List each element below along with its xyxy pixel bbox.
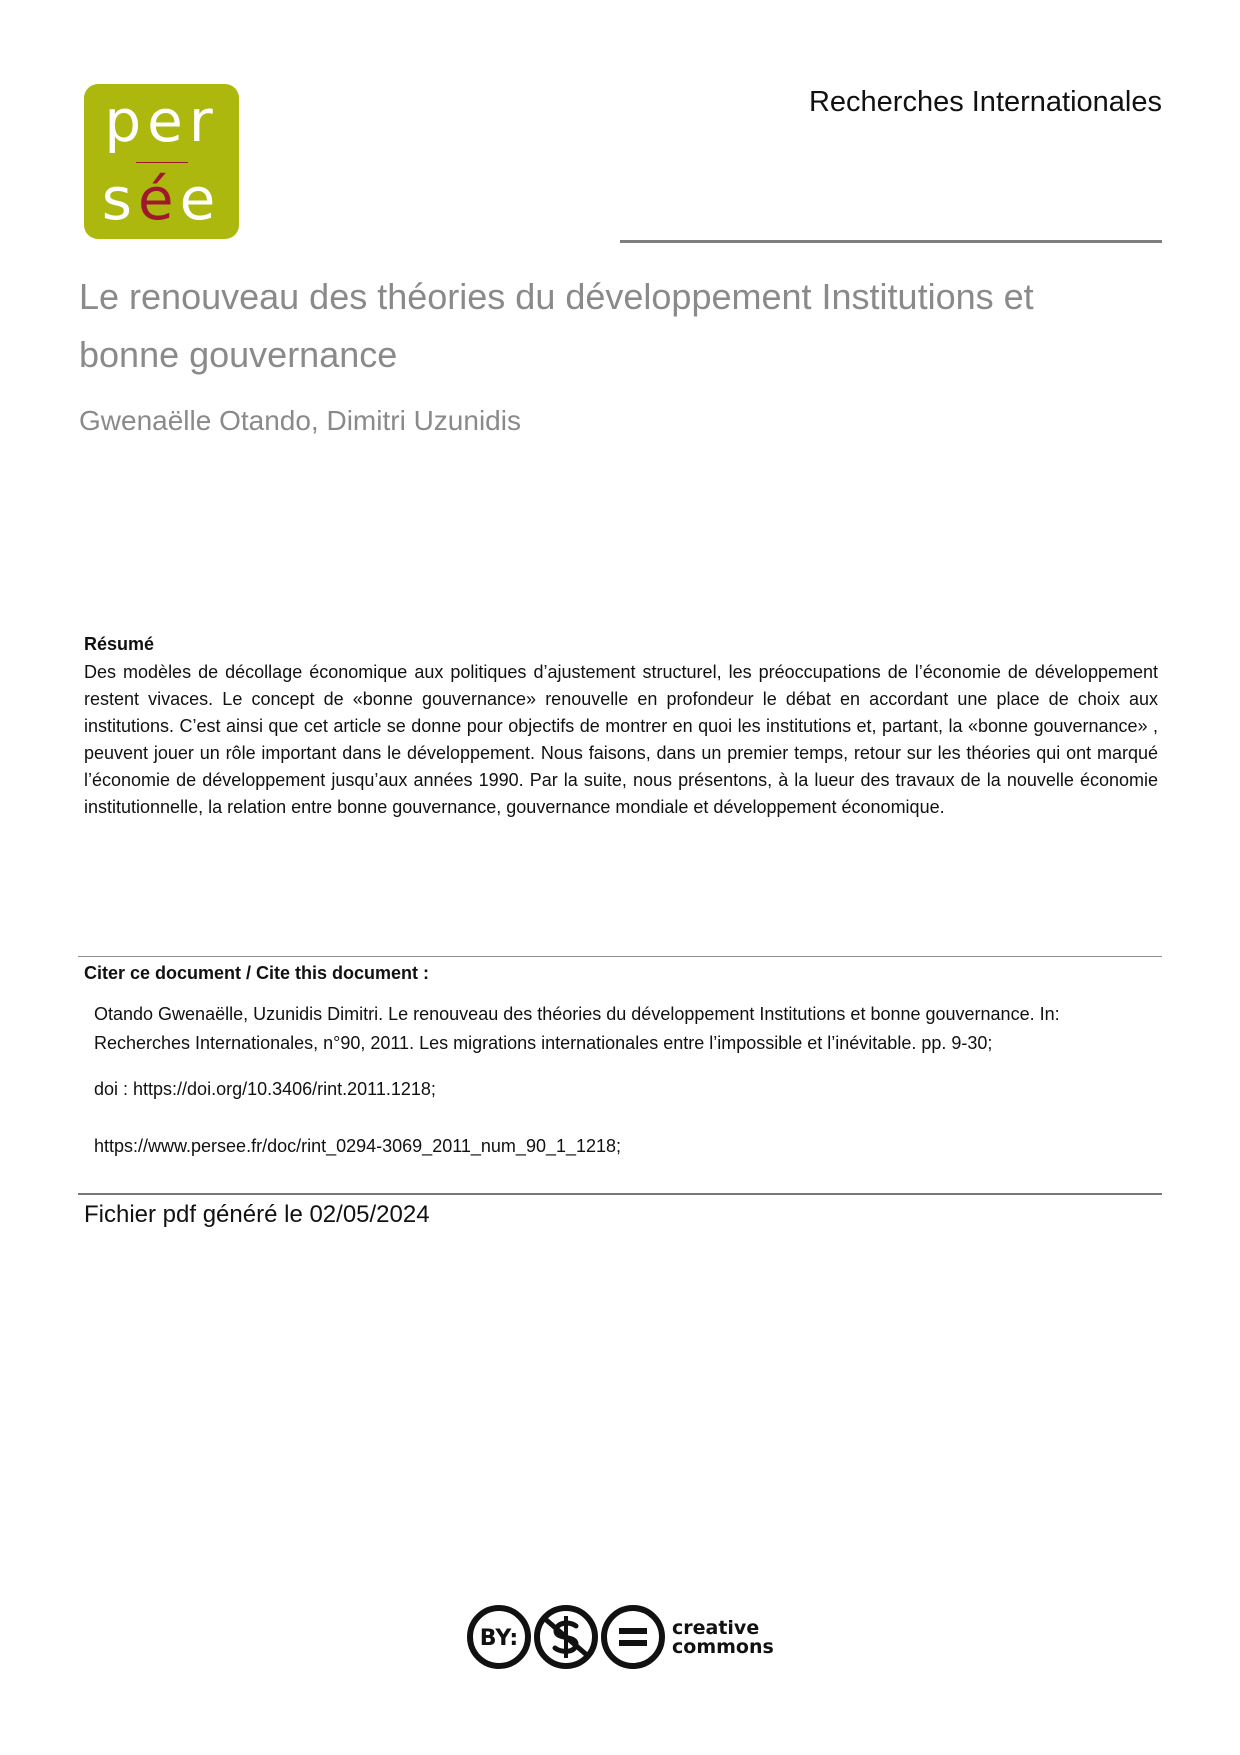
article-authors: Gwenaëlle Otando, Dimitri Uzunidis — [79, 405, 521, 436]
citation-heading: Citer ce document / Cite this document : — [84, 963, 430, 983]
persee-logo — [84, 84, 239, 239]
citation-divider-bottom — [78, 1193, 1162, 1195]
cc-nc-icon — [537, 1608, 595, 1666]
cc-by-label: BY: — [479, 1626, 519, 1651]
citation-reference: Otando Gwenaëlle, Uzunidis Dimitri. Le renouveau des théories du développement Institutions et bonne gouvernance. In: Recherches Internationales, n°90, 2011. Les migrations internationales entre l’impossible et l’inévitable. pp. 9-30; — [94, 1004, 1060, 1053]
cc-brand-line-1: creative — [672, 1617, 760, 1639]
citation-url[interactable]: https://www.persee.fr/doc/rint_0294-3069_2011_num_90_1_1218; — [94, 1136, 622, 1156]
cc-nd-icon — [604, 1608, 662, 1666]
logo-line-1: per — [104, 87, 219, 155]
abstract-heading: Résumé — [84, 634, 155, 654]
logo-line-2: sée — [101, 165, 222, 233]
header-divider — [620, 240, 1162, 243]
generated-date: Fichier pdf généré le 02/05/2024 — [84, 1201, 430, 1228]
abstract-text: Des modèles de décollage économique aux politiques d’ajustement structurel, les préoccupations de l’économie de développement restent vivaces. Le concept de «bonne gouvernance» renouvelle en profondeur le débat en accordant une place de choix aux institutions. C’est ainsi que cet article se donne pour objectifs de montrer en quoi les institutions et, partant, la «bonne gouvernance» , peuvent jouer un rôle important dans le développement. Nous faisons, dans un premier temps, retour sur les théories qui ont marqué l’économie de développement jusqu’aux années 1990. Par la suite, nous présentons, à la lueur des travaux de la nouvelle économie institutionnelle, la relation entre bonne gouvernance, gouvernance mondiale et développement économique. — [84, 662, 1158, 817]
citation-divider-top — [78, 956, 1162, 957]
cc-by-icon — [470, 1608, 528, 1666]
cc-brand-line-2: commons — [672, 1636, 774, 1658]
logo-divider — [136, 162, 188, 163]
citation-doi[interactable]: doi : https://doi.org/10.3406/rint.2011.1218; — [94, 1079, 436, 1099]
article-title: Le renouveau des théories du développement Institutions et bonne gouvernance — [79, 276, 1034, 375]
journal-name: Recherches Internationales — [808, 86, 1162, 118]
creative-commons-badge — [466, 1604, 778, 1670]
